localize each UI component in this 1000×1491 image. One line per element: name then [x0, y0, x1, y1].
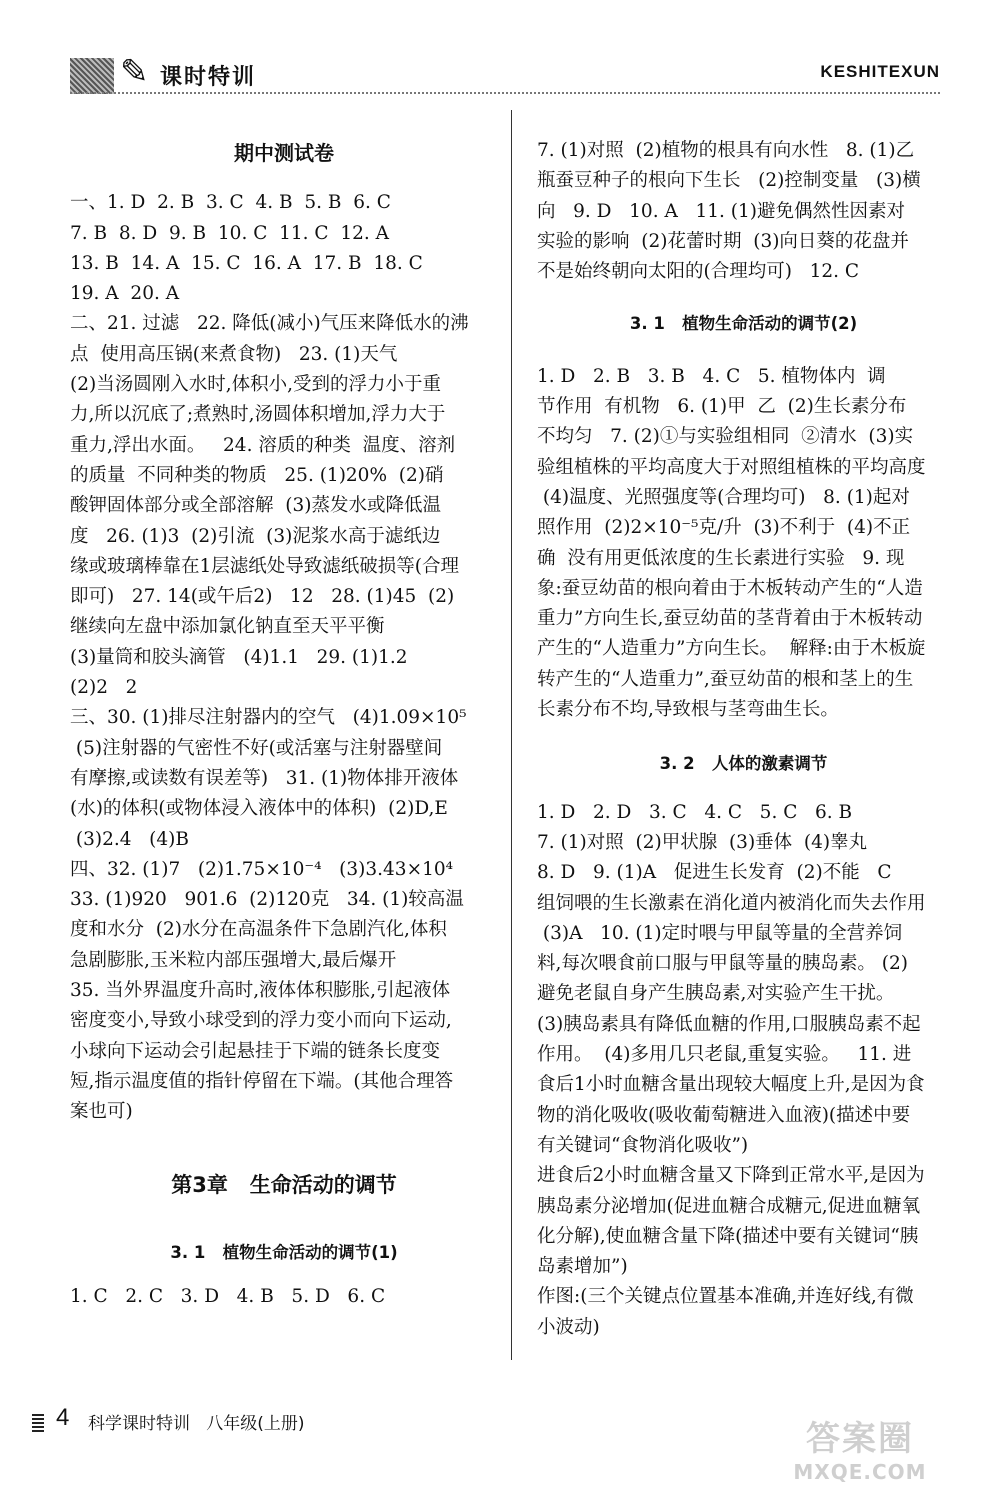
watermark [760, 1411, 960, 1484]
answer-line: 节作用 有机物 6. (1)甲 乙 (2)生长素分布 [537, 396, 907, 418]
page-number: 4 [56, 1404, 70, 1431]
answer-line: 长素分布不均,导致根与茎弯曲生长。 [537, 699, 839, 721]
answer-line: 7. (1)对照 (2)甲状腺 (3)垂体 (4)睾丸 [537, 831, 868, 853]
answer-line: 四、32. (1)7 (2)1.75×10⁻⁴ (3)3.43×10⁴ [70, 858, 454, 880]
answer-line: 三、30. (1)排尽注射器内的空气 (4)1.09×10⁵ [70, 707, 467, 729]
answer-line: 继续向左盘中添加氯化钠直至天平平衡 [70, 616, 385, 638]
answer-line: 小球向下运动会引起悬挂于下端的链条长度变 [70, 1040, 441, 1062]
answer-line: 小波动) [537, 1316, 600, 1338]
answer-line: 确 没有用更低浓度的生长素进行实验 9. 现 [537, 547, 905, 569]
answer-line: 胰岛素分泌增加(促进血糖合成糖元,促进血糖氧 [537, 1195, 921, 1217]
answers-3-1-part2 [537, 362, 950, 726]
watermark-url: MXQE.COM [793, 1460, 927, 1484]
answer-line: 物的消化吸收(吸收葡萄糖进入血液)(描述中要 [537, 1104, 911, 1126]
answer-line: 转产生的“人造重力”,蚕豆幼苗的根和茎上的生 [537, 668, 914, 690]
answer-line: 照作用 (2)2×10⁻⁵克/升 (3)不利于 (4)不正 [537, 517, 911, 539]
answer-line: 验组植株的平均高度大于对照组植株的平均高度 [537, 456, 926, 478]
answer-line: 重力,浮出水面。 24. 溶质的种类 温度、溶剂 [70, 434, 456, 456]
answer-line: 密度变小,导致小球受到的浮力变小而向下运动, [70, 1010, 452, 1032]
left-column [70, 110, 498, 1312]
answer-line: (4)温度、光照强度等(合理均可) 8. (1)起对 [537, 486, 910, 508]
answers-midterm [70, 188, 498, 1127]
answer-line: 19. A 20. A [70, 283, 180, 305]
answer-line: 7. (1)对照 (2)植物的根具有向水性 8. (1)乙 [537, 140, 915, 161]
answer-line: 实验的影响 (2)花蕾时期 (3)向日葵的花盘并 [537, 230, 909, 252]
answer-line: (5)注射器的气密性不好(或活塞与注射器壁间 [70, 737, 443, 759]
column-divider [511, 110, 512, 1360]
answer-line: (2)2 2 [70, 677, 138, 699]
answer-line: 作图:(三个关键点位置基本准确,并连好线,有微 [537, 1286, 914, 1308]
brand-title: 课时特训 [160, 65, 257, 90]
answers-3-2 [537, 798, 950, 1343]
answer-line: (水)的体积(或物体浸入液体中的体积) (2)D,E [70, 798, 448, 820]
answer-line: 一、1. D 2. B 3. C 4. B 5. B 6. C [70, 192, 391, 214]
answer-line: 1. C 2. C 3. D 4. B 5. D 6. C [70, 1286, 386, 1308]
answer-line: 35. 当外界温度升高时,液体体积膨胀,引起液体 [70, 980, 451, 1002]
answer-line: 瓶蚕豆种子的根向下生长 (2)控制变量 (3)横 [537, 170, 921, 192]
answer-line: (2)当汤圆刚入水时,体积小,受到的浮力小于重 [70, 374, 441, 396]
answer-line: 1. D 2. B 3. B 4. C 5. 植物体内 调 [537, 365, 886, 387]
answer-line: (3)A 10. (1)定时喂与甲鼠等量的全营养饲 [537, 922, 903, 944]
answer-line: 作用。 (4)多用几只老鼠,重复实验。 11. 进 [537, 1044, 912, 1066]
answer-line: 缘或玻璃棒靠在1层滤纸处导致滤纸破损等(合理 [70, 555, 459, 577]
answer-line: 8. D 9. (1)A 促进生长发育 (2)不能 C [537, 862, 892, 884]
answer-line: 食后1小时血糖含量出现较大幅度上升,是因为食 [537, 1074, 925, 1096]
answer-line: 13. B 14. A 15. C 16. A 17. B 18. C [70, 252, 423, 274]
answer-line: 不是始终朝向太阳的(合理均可) 12. C [537, 261, 860, 283]
watermark-title: 答案圈 [806, 1419, 914, 1459]
answer-line: 向 9. D 10. A 11. (1)避免偶然性因素对 [537, 200, 905, 222]
answer-line: 度和水分 (2)水分在高温条件下急剧汽化,体积 [70, 919, 447, 941]
book-title: 科学课时特训 八年级(上册) [88, 1414, 305, 1434]
answer-line: 避免老鼠自身产生胰岛素,对实验产生干扰。 [537, 983, 895, 1005]
section-heading: 3. 2 人体的激素调节 [659, 754, 828, 774]
exam-title: 期中测试卷 [234, 141, 334, 165]
answer-line: 酸钾固体部分或全部溶解 (3)蒸发水或降低温 [70, 495, 441, 517]
brand-pinyin: KESHITEXUN [820, 62, 940, 81]
answer-line: 进食后2小时血糖含量又下降到正常水平,是因为 [537, 1165, 925, 1187]
answer-line: 急剧膨胀,玉米粒内部压强增大,最后爆开 [70, 949, 397, 971]
page-header [0, 0, 1000, 110]
answer-line: 化分解),使血糖含量下降(描述中要有关键词“胰 [537, 1225, 919, 1247]
logo-pattern [70, 58, 114, 94]
answer-line: 产生的“人造重力”方向生长。 解释:由于木板旋 [537, 638, 926, 660]
answer-line: 不均匀 7. (2)①与实验组相同 ②清水 (3)实 [537, 426, 914, 448]
answer-line: 二、21. 过滤 22. 降低(减小)气压来降低水的沸 [70, 313, 469, 335]
answer-line: (3)胰岛素具有降低血糖的作用,口服胰岛素不起 [537, 1013, 921, 1035]
section-heading: 3. 1 植物生命活动的调节(2) [629, 314, 858, 334]
right-column [537, 110, 950, 1343]
pen-logo-icon: ✎ [120, 52, 149, 92]
answer-line: 案也可) [70, 1101, 133, 1123]
answer-line: 度 26. (1)3 (2)引流 (3)泥浆水高于滤纸边 [70, 525, 441, 547]
answer-line: 岛素增加”) [537, 1256, 628, 1278]
header-divider [70, 92, 940, 94]
answer-line: 7. B 8. D 9. B 10. C 11. C 12. A [70, 222, 389, 244]
answer-line: (3)量筒和胶头滴管 (4)1.1 29. (1)1.2 [70, 646, 408, 668]
answers-3-1-part1 [537, 136, 950, 287]
answer-line: 点 使用高压锅(来煮食物) 23. (1)天气 [70, 343, 398, 365]
answer-line: 短,指示温度值的指针停留在下端。(其他合理答 [70, 1070, 454, 1092]
answer-line: 即可) 27. 14(或午后2) 12 28. (1)45 (2) [70, 586, 455, 608]
footer-mark [32, 1412, 44, 1432]
chapter-heading: 第3章 生命活动的调节 [171, 1172, 397, 1197]
answer-line: 的质量 不同种类的物质 25. (1)20% (2)硝 [70, 464, 444, 486]
section-heading: 3. 1 植物生命活动的调节(1) [170, 1242, 398, 1262]
answer-line: 力,所以沉底了;煮熟时,汤圆体积增加,浮力大于 [70, 404, 446, 426]
answer-line: 料,每次喂食前口服与甲鼠等量的胰岛素。 (2) [537, 953, 908, 975]
answer-line: 象:蚕豆幼苗的根向着由于木板转动产生的“人造 [537, 577, 923, 599]
answer-line: 重力”方向生长,蚕豆幼苗的茎背着由于木板转动 [537, 608, 923, 630]
answer-line: 1. D 2. D 3. C 4. C 5. C 6. B [537, 801, 853, 823]
answer-line: 组饲喂的生长激素在消化道内被消化而失去作用 [537, 892, 926, 914]
answer-line: 33. (1)920 901.6 (2)120克 34. (1)较高温 [70, 889, 464, 911]
answer-line: 有关键词“食物消化吸收”) [537, 1134, 749, 1156]
answer-line: (3)2.4 (4)B [70, 828, 189, 850]
answer-line: 有摩擦,或读数有误差等) 31. (1)物体排开液体 [70, 767, 459, 789]
